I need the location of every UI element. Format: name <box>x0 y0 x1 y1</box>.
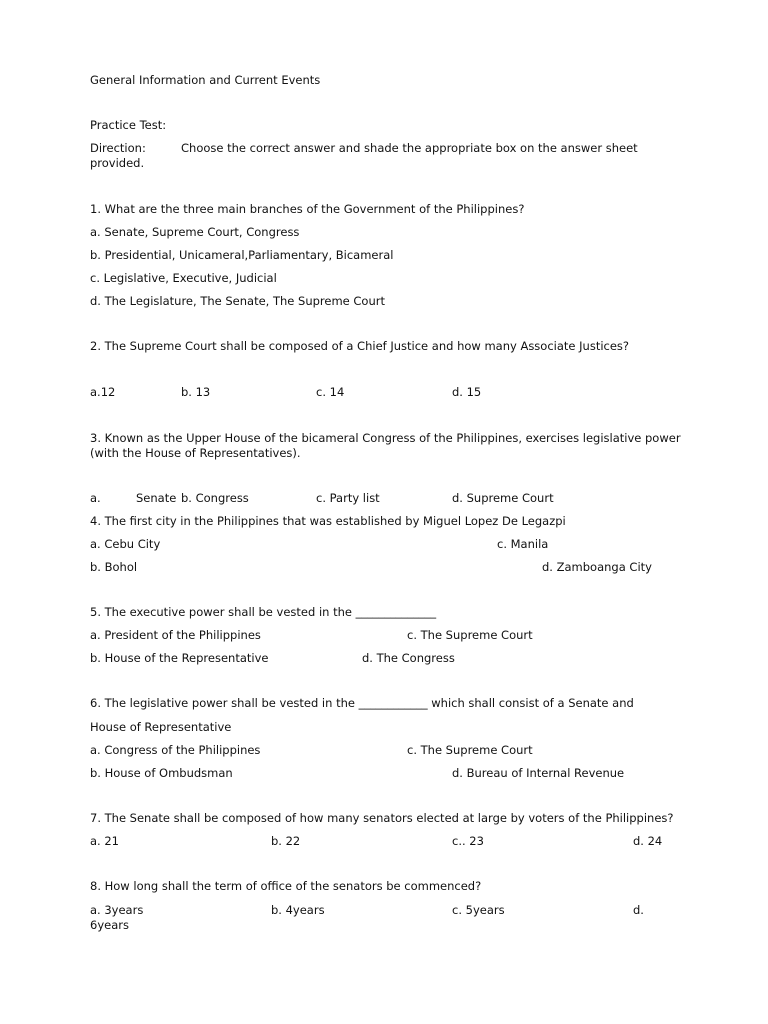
q6-option-b: b. House of Ombudsman <box>90 766 233 780</box>
q2-option-c: c. 14 <box>316 385 345 399</box>
question-2: 2. The Supreme Court shall be composed of a Chief Justice and how many Associate Justices? <box>90 339 630 353</box>
q5-option-c: c. The Supreme Court <box>407 628 533 642</box>
question-5: 5. The executive power shall be vested in the ______________ <box>90 605 437 619</box>
q7-option-c: c.. 23 <box>452 834 484 848</box>
question-6-line-1: 6. The legislative power shall be vested in the ____________ which shall consist of a Senate and <box>90 696 634 710</box>
direction-label: Direction: <box>90 141 146 155</box>
q4-option-b: b. Bohol <box>90 560 138 574</box>
q6-option-a: a. Congress of the Philippines <box>90 743 261 757</box>
q7-option-a: a. 21 <box>90 834 119 848</box>
q1-option-c: c. Legislative, Executive, Judicial <box>90 271 277 285</box>
q3-option-d: d. Supreme Court <box>452 491 554 505</box>
q8-option-c: c. 5years <box>452 903 505 917</box>
q5-option-b: b. House of the Representative <box>90 651 269 665</box>
question-7: 7. The Senate shall be composed of how many senators elected at large by voters of the Philippines? <box>90 811 674 825</box>
question-3-line-2: (with the House of Representatives). <box>90 446 301 460</box>
practice-test-label: Practice Test: <box>90 118 167 132</box>
q6-option-d: d. Bureau of Internal Revenue <box>452 766 625 780</box>
q6-option-c: c. The Supreme Court <box>407 743 533 757</box>
direction-text: Choose the correct answer and shade the appropriate box on the answer sheet <box>181 141 638 155</box>
question-8: 8. How long shall the term of office of the senators be commenced? <box>90 879 482 893</box>
q2-option-b: b. 13 <box>181 385 211 399</box>
q1-option-a: a. Senate, Supreme Court, Congress <box>90 225 300 239</box>
direction-text-cont: provided. <box>90 156 145 170</box>
q4-option-a: a. Cebu City <box>90 537 161 551</box>
q5-option-a: a. President of the Philippines <box>90 628 261 642</box>
q3-option-c: c. Party list <box>316 491 380 505</box>
q5-option-d: d. The Congress <box>362 651 455 665</box>
q1-option-b: b. Presidential, Unicameral,Parliamentary, Bicameral <box>90 248 394 262</box>
q4-option-c: c. Manila <box>497 537 549 551</box>
question-6-line-2: House of Representative <box>90 720 232 734</box>
document-title: General Information and Current Events <box>90 73 321 87</box>
q3-option-b: b. Congress <box>181 491 249 505</box>
q8-option-d-cont: 6years <box>90 918 129 932</box>
question-4: 4. The first city in the Philippines that was established by Miguel Lopez De Legazpi <box>90 514 566 528</box>
q3-option-a-label: a. <box>90 491 101 505</box>
q8-option-b: b. 4years <box>271 903 325 917</box>
q8-option-a: a. 3years <box>90 903 144 917</box>
q3-option-a: Senate <box>136 491 177 505</box>
q4-option-d: d. Zamboanga City <box>542 560 652 574</box>
q7-option-b: b. 22 <box>271 834 301 848</box>
q8-option-d: d. <box>633 903 644 917</box>
question-3-line-1: 3. Known as the Upper House of the bicameral Congress of the Philippines, exercises legislative power <box>90 431 681 445</box>
q1-option-d: d. The Legislature, The Senate, The Supreme Court <box>90 294 385 308</box>
q2-option-a: a.12 <box>90 385 116 399</box>
question-1: 1. What are the three main branches of the Government of the Philippines? <box>90 202 525 216</box>
q7-option-d: d. 24 <box>633 834 663 848</box>
q2-option-d: d. 15 <box>452 385 482 399</box>
